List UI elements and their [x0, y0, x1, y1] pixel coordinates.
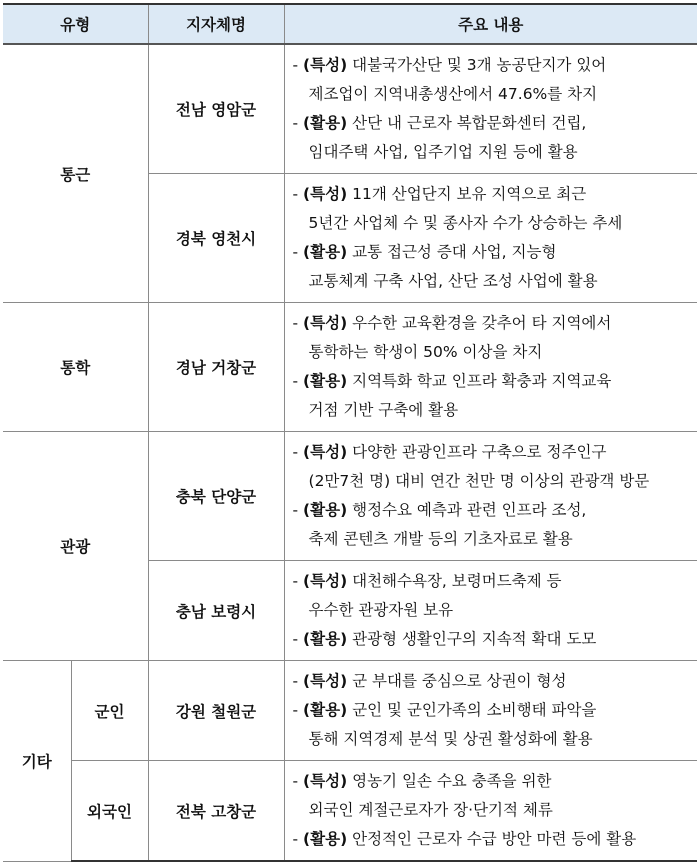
content-text: 우수한 관광자원 보유 [308, 601, 454, 619]
header-type: 유형 [3, 4, 148, 44]
content-line [293, 438, 692, 467]
bullet-dash: - [292, 243, 304, 261]
content-text: 거점 기반 구축에 활용 [308, 401, 459, 419]
content-text: 우수한 교육환경을 갖추어 타 지역에서 [347, 314, 612, 332]
content-line [293, 725, 692, 754]
content-tag: (특성) [303, 443, 348, 461]
content-cell [284, 303, 697, 432]
bullet-dash: - [292, 314, 304, 332]
content-line [293, 796, 692, 825]
table-row [3, 661, 697, 761]
content-line [293, 467, 692, 496]
bullet-dash: - [292, 501, 304, 519]
header-content: 주요 내용 [284, 4, 697, 44]
type-other: 기타 [3, 661, 71, 862]
bullet-dash: - [292, 185, 304, 203]
content-text: 교통 접근성 증대 사업, 지능형 [347, 243, 557, 261]
content-cell [284, 561, 697, 661]
content-text: 안정적인 근로자 수급 방안 마련 등에 활용 [347, 830, 637, 848]
table-row [3, 44, 697, 174]
content-cell [284, 44, 697, 174]
bullet-dash: - [292, 630, 304, 648]
content-line [293, 767, 692, 796]
content-text: 영농기 일손 수요 충족을 위한 [347, 772, 552, 790]
content-text: 통학하는 학생이 50% 이상을 차지 [308, 343, 543, 361]
header-row [3, 4, 697, 44]
bullet-dash: - [292, 372, 304, 390]
content-tag: (활용) [303, 114, 348, 132]
content-text: 통해 지역경제 분석 및 상권 활성화에 활용 [308, 730, 593, 748]
region-cell: 전북 고창군 [148, 761, 284, 862]
content-text: 교통체계 구축 사업, 산단 조성 사업에 활용 [308, 272, 598, 290]
content-cell [284, 174, 697, 303]
bullet-dash: - [292, 114, 304, 132]
subtype-military: 군인 [71, 661, 148, 761]
content-text: 다양한 관광인프라 구축으로 정주인구 [347, 443, 607, 461]
region-cell: 충북 단양군 [148, 432, 284, 561]
bullet-dash: - [292, 830, 304, 848]
table-row [3, 432, 697, 561]
bullet-dash: - [292, 572, 304, 590]
content-tag: (활용) [303, 501, 348, 519]
content-tag: (특성) [303, 185, 348, 203]
content-line [293, 238, 692, 267]
bullet-dash: - [292, 443, 304, 461]
content-text: 행정수요 예측과 관련 인프라 조성, [347, 501, 587, 519]
content-line [293, 825, 692, 854]
content-text: 지역특화 학교 인프라 확충과 지역교육 [347, 372, 612, 390]
content-tag: (특성) [303, 572, 348, 590]
content-tag: (특성) [303, 56, 348, 74]
content-tag: (활용) [303, 701, 348, 719]
content-cell [284, 661, 697, 761]
bullet-dash: - [292, 56, 304, 74]
content-text: 관광형 생활인구의 지속적 확대 도모 [347, 630, 597, 648]
content-tag: (활용) [303, 372, 348, 390]
content-tag: (특성) [303, 314, 348, 332]
content-line [293, 51, 692, 80]
content-text: 5년간 사업체 수 및 종사자 수가 상승하는 추세 [308, 214, 623, 232]
content-tag: (특성) [303, 672, 348, 690]
content-line [293, 180, 692, 209]
bullet-dash: - [292, 672, 304, 690]
region-cell: 충남 보령시 [148, 561, 284, 661]
content-line [293, 80, 692, 109]
subtype-foreigner: 외국인 [71, 761, 148, 862]
content-line [293, 109, 692, 138]
table-row [3, 303, 697, 432]
content-line [293, 525, 692, 554]
region-cell: 경남 거창군 [148, 303, 284, 432]
content-line [293, 667, 692, 696]
content-cell [284, 432, 697, 561]
content-line [293, 267, 692, 296]
content-line [293, 138, 692, 167]
region-cell: 강원 철원군 [148, 661, 284, 761]
content-line [293, 367, 692, 396]
content-line [293, 625, 692, 654]
content-text: 11개 산업단지 보유 지역으로 최근 [347, 185, 587, 203]
type-commute: 통근 [3, 44, 148, 303]
content-text: 제조업이 지역내총생산에서 47.6%를 차지 [308, 85, 598, 103]
content-line [293, 338, 692, 367]
content-line [293, 596, 692, 625]
content-tag: (특성) [303, 772, 348, 790]
type-tourism: 관광 [3, 432, 148, 661]
content-text: (2만7천 명) 대비 연간 천만 명 이상의 관광객 방문 [308, 472, 650, 490]
header-region: 지자체명 [148, 4, 284, 44]
region-cell: 경북 영천시 [148, 174, 284, 303]
type-school: 통학 [3, 303, 148, 432]
table-row [3, 761, 697, 862]
content-tag: (활용) [303, 830, 348, 848]
bullet-dash: - [292, 772, 304, 790]
content-cell [284, 761, 697, 862]
content-tag: (활용) [303, 630, 348, 648]
bullet-dash: - [292, 701, 304, 719]
content-line [293, 496, 692, 525]
content-tag: (활용) [303, 243, 348, 261]
content-line [293, 309, 692, 338]
content-line [293, 696, 692, 725]
policy-table [3, 3, 697, 862]
content-line [293, 396, 692, 425]
content-text: 외국인 계절근로자가 장·단기적 체류 [308, 801, 553, 819]
content-line [293, 209, 692, 238]
region-cell: 전남 영암군 [148, 44, 284, 174]
content-text: 군인 및 군인가족의 소비행태 파악을 [347, 701, 597, 719]
content-text: 산단 내 근로자 복합문화센터 건립, [347, 114, 587, 132]
content-text: 대천해수욕장, 보령머드축제 등 [347, 572, 562, 590]
content-text: 축제 콘텐츠 개발 등의 기초자료로 활용 [308, 530, 573, 548]
content-text: 군 부대를 중심으로 상권이 형성 [347, 672, 567, 690]
content-line [293, 567, 692, 596]
policy-table-container [3, 3, 697, 848]
content-text: 대불국가산단 및 3개 농공단지가 있어 [347, 56, 607, 74]
content-text: 임대주택 사업, 입주기업 지원 등에 활용 [308, 143, 578, 161]
